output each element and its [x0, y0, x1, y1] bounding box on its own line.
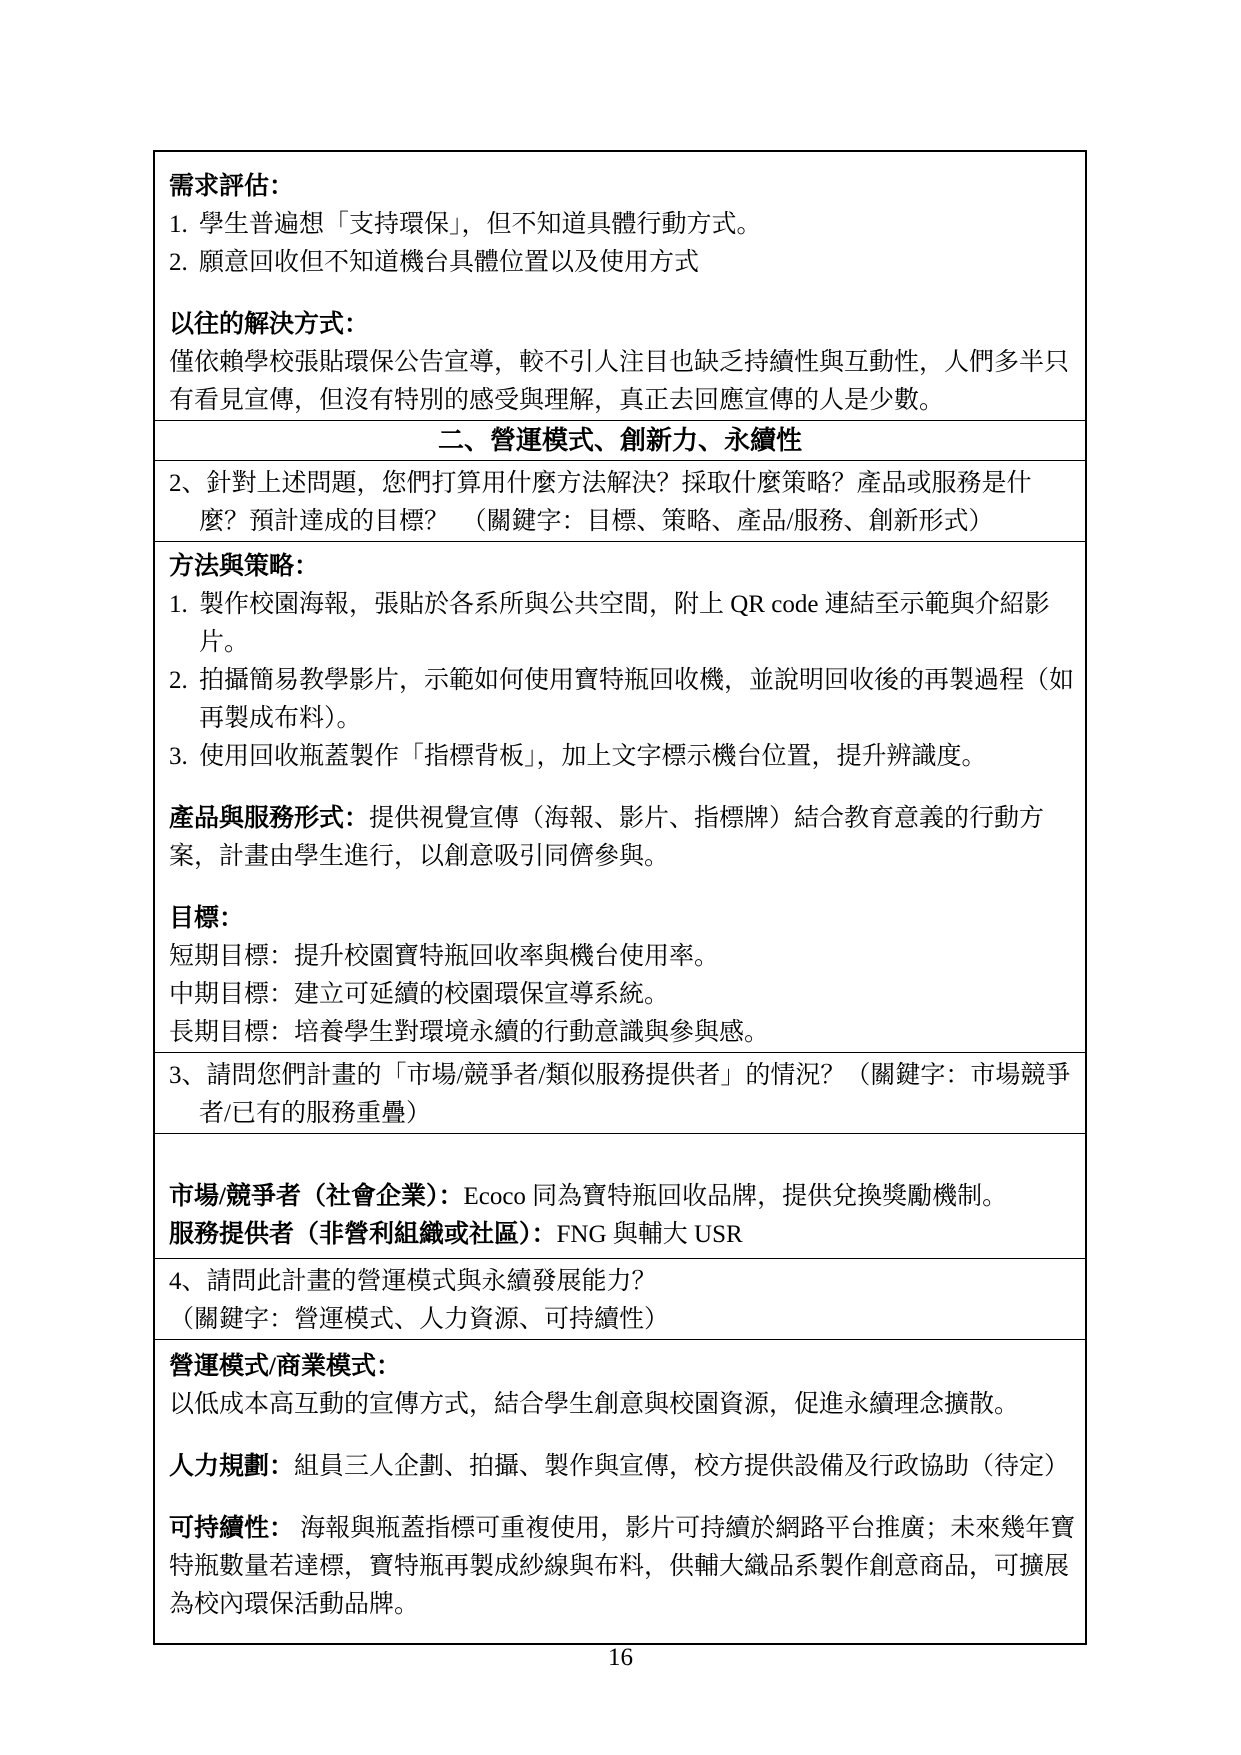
spacer — [169, 776, 1077, 800]
needs-item-2-number: 2. — [169, 249, 188, 276]
row-question-3 — [155, 1053, 1085, 1134]
method-item-2 — [169, 662, 1077, 738]
method-item-3-text: 使用回收瓶蓋製作「指標背板」，加上文字標示機台位置，提升辨識度。 — [199, 743, 987, 770]
market-competitor-text: Ecoco 同為寶特瓶回收品牌，提供兌換獎勵機制。 — [463, 1183, 1008, 1210]
method-item-3 — [169, 738, 1077, 776]
question-2-text: 2、針對上述問題，您們打算用什麼方法解決？採取什麼策略？產品或服務是什麼？預計達成的目標？ （關鍵字：目標、策略、產品/服務、創新形式） — [169, 470, 1032, 535]
past-solution-label: 以往的解決方式： — [169, 311, 370, 338]
service-provider-line — [169, 1216, 1077, 1254]
row-market-competitors — [155, 1134, 1085, 1259]
needs-item-1-text: 學生普遍想「支持環保」，但不知道具體行動方式。 — [199, 211, 762, 238]
method-item-2-number: 2. — [169, 667, 188, 694]
row-operations-model — [155, 1340, 1085, 1643]
spacer — [169, 1486, 1077, 1510]
spacer — [169, 282, 1077, 306]
method-item-1-text: 製作校園海報，張貼於各系所與公共空間，附上 QR code 連結至示範與介紹影片。 — [199, 591, 1050, 656]
goal-mid-term: 中期目標：建立可延續的校園環保宣導系統。 — [169, 981, 670, 1008]
goal-short-term: 短期目標：提升校園寶特瓶回收率與機台使用率。 — [169, 943, 720, 970]
question-4-line2: （關鍵字：營運模式、人力資源、可持續性） — [169, 1306, 670, 1333]
needs-item-2-text: 願意回收但不知道機台具體位置以及使用方式 — [199, 249, 700, 276]
product-service-label: 產品與服務形式： — [169, 805, 370, 832]
section-header-operations — [155, 421, 1085, 461]
hr-plan-label: 人力規劃： — [169, 1453, 295, 1480]
question-3-text: 3、請問您們計畫的「市場/競爭者/類似服務提供者」的情況？（關鍵字：市場競爭者/已有的服務重疊） — [169, 1062, 1071, 1127]
row-question-4 — [155, 1259, 1085, 1340]
methods-label: 方法與策略： — [169, 553, 320, 580]
market-competitor-line — [169, 1178, 1077, 1216]
market-competitor-label: 市場/競爭者（社會企業）： — [169, 1183, 464, 1210]
method-item-3-number: 3. — [169, 743, 188, 770]
product-service-line — [169, 800, 1077, 876]
business-model-text: 以低成本高互動的宣傳方式，結合學生創意與校園資源，促進永續理念擴散。 — [169, 1391, 1020, 1418]
needs-item-1-number: 1. — [169, 211, 188, 238]
hr-plan-text: 組員三人企劃、拍攝、製作與宣傳，校方提供設備及行政協助（待定） — [294, 1453, 1070, 1480]
goals-label: 目標： — [169, 905, 245, 932]
page-number: 16 — [608, 1644, 633, 1671]
row-question-2 — [155, 461, 1085, 542]
hr-plan-line — [169, 1448, 1077, 1486]
method-item-1 — [169, 586, 1077, 662]
past-solution-text: 僅依賴學校張貼環保公告宣導，較不引人注目也缺乏持續性與互動性，人們多半只有看見宣傳，但沒有特別的感受與理解，真正去回應宣傳的人是少數。 — [169, 349, 1070, 414]
method-item-2-text: 拍攝簡易教學影片，示範如何使用寶特瓶回收機，並說明回收後的再製過程（如再製成布料）。 — [199, 667, 1075, 732]
service-provider-label: 服務提供者（非營利組織或社區）： — [169, 1221, 557, 1248]
spacer — [169, 876, 1077, 900]
sustainability-line — [169, 1510, 1077, 1624]
sustainability-text: 海報與瓶蓋指標可重複使用，影片可持續於網路平台推廣；未來幾年寶特瓶數量若達標，寶特瓶再製成紗線與布料，供輔大織品系製作創意商品，可擴展為校內環保活動品牌。 — [169, 1515, 1076, 1618]
goal-long-term: 長期目標：培養學生對環境永續的行動意識與參與感。 — [169, 1019, 770, 1046]
needs-item-2 — [169, 244, 1077, 282]
spacer — [169, 1424, 1077, 1448]
service-provider-text: FNG 與輔大 USR — [556, 1221, 743, 1248]
proposal-form-table — [153, 150, 1087, 1645]
needs-assessment-label: 需求評估： — [169, 173, 295, 200]
sustainability-label: 可持續性： — [169, 1515, 295, 1542]
row-needs-assessment — [155, 152, 1085, 421]
business-model-label: 營運模式/商業模式： — [169, 1353, 401, 1380]
method-item-1-number: 1. — [169, 591, 188, 618]
needs-item-1 — [169, 206, 1077, 244]
question-4-line1: 4、請問此計畫的營運模式與永續發展能力？ — [169, 1268, 657, 1295]
product-service-text: 提供視覺宣傳（海報、影片、指標牌）結合教育意義的行動方案，計畫由學生進行，以創意吸引同儕參與。 — [169, 805, 1045, 870]
section-header-text: 二、營運模式、創新力、永續性 — [437, 426, 802, 455]
row-methods-strategy — [155, 542, 1085, 1053]
